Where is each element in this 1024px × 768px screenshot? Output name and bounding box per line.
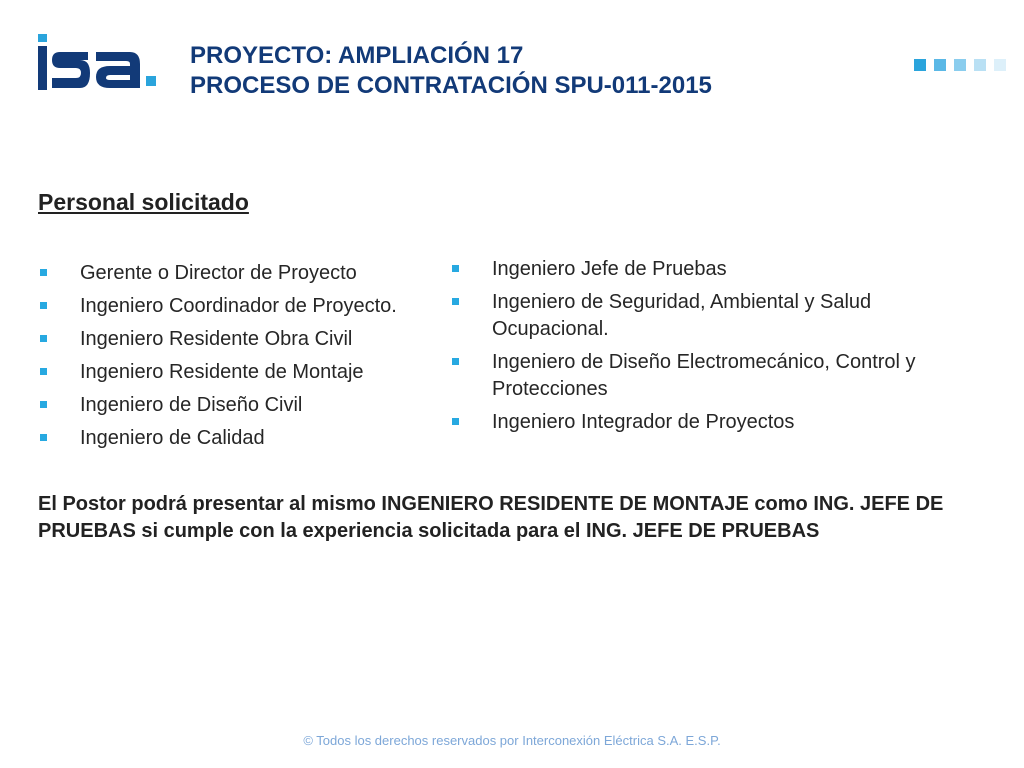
bullet-square-icon <box>40 401 47 408</box>
bullet-square-icon <box>40 368 47 375</box>
list-item <box>38 425 397 452</box>
title-line-1: PROYECTO: AMPLIACIÓN 17 <box>190 42 524 69</box>
list-item <box>38 260 397 287</box>
square-icon <box>914 59 926 71</box>
list-item-label: Ingeniero Residente Obra Civil <box>80 328 353 350</box>
list-item <box>38 392 397 419</box>
list-item <box>450 409 970 436</box>
list-item-label: Ingeniero Integrador de Proyectos <box>492 411 795 433</box>
list-item <box>450 349 970 403</box>
list-item <box>38 326 397 353</box>
list-item <box>450 289 970 343</box>
list-item-label: Ingeniero Coordinador de Proyecto. <box>80 295 397 317</box>
bullet-square-icon <box>40 434 47 441</box>
square-icon <box>934 59 946 71</box>
list-item-label: Gerente o Director de Proyecto <box>80 262 357 284</box>
bullet-square-icon <box>40 302 47 309</box>
title-line-2: PROCESO DE CONTRATACIÓN SPU-011-2015 <box>190 72 712 99</box>
list-item <box>38 293 397 320</box>
bullet-square-icon <box>40 335 47 342</box>
list-item <box>450 256 970 283</box>
list-item-label: Ingeniero Residente de Montaje <box>80 361 364 383</box>
list-item-label: Ingeniero de Seguridad, Ambiental y Salud Ocupacional. <box>492 291 872 340</box>
list-item-label: Ingeniero de Diseño Civil <box>80 394 303 416</box>
isa-logo <box>36 34 162 92</box>
list-item-label: Ingeniero Jefe de Pruebas <box>492 258 727 280</box>
copyright-footer: © Todos los derechos reservados por Interconexión Eléctrica S.A. E.S.P. <box>303 733 721 748</box>
square-icon <box>994 59 1006 71</box>
square-icon <box>954 59 966 71</box>
right-personnel-list <box>450 256 970 442</box>
list-item-label: Ingeniero de Diseño Electromecánico, Control y Protecciones <box>492 351 916 400</box>
page-title <box>190 41 712 101</box>
bullet-square-icon <box>452 265 459 272</box>
square-icon <box>974 59 986 71</box>
decorative-squares <box>914 59 1006 71</box>
bullet-square-icon <box>452 298 459 305</box>
list-item-label: Ingeniero de Calidad <box>80 427 265 449</box>
list-item <box>38 359 397 386</box>
left-personnel-list <box>38 260 397 458</box>
section-heading: Personal solicitado <box>38 189 249 215</box>
bullet-square-icon <box>40 269 47 276</box>
bullet-square-icon <box>452 418 459 425</box>
bullet-square-icon <box>452 358 459 365</box>
note-text: El Postor podrá presentar al mismo INGENIERO RESIDENTE DE MONTAJE como ING. JEFE DE PRUEBAS si cumple con la experiencia solicitada para el ING. JEFE DE PRUEBAS <box>38 493 944 542</box>
